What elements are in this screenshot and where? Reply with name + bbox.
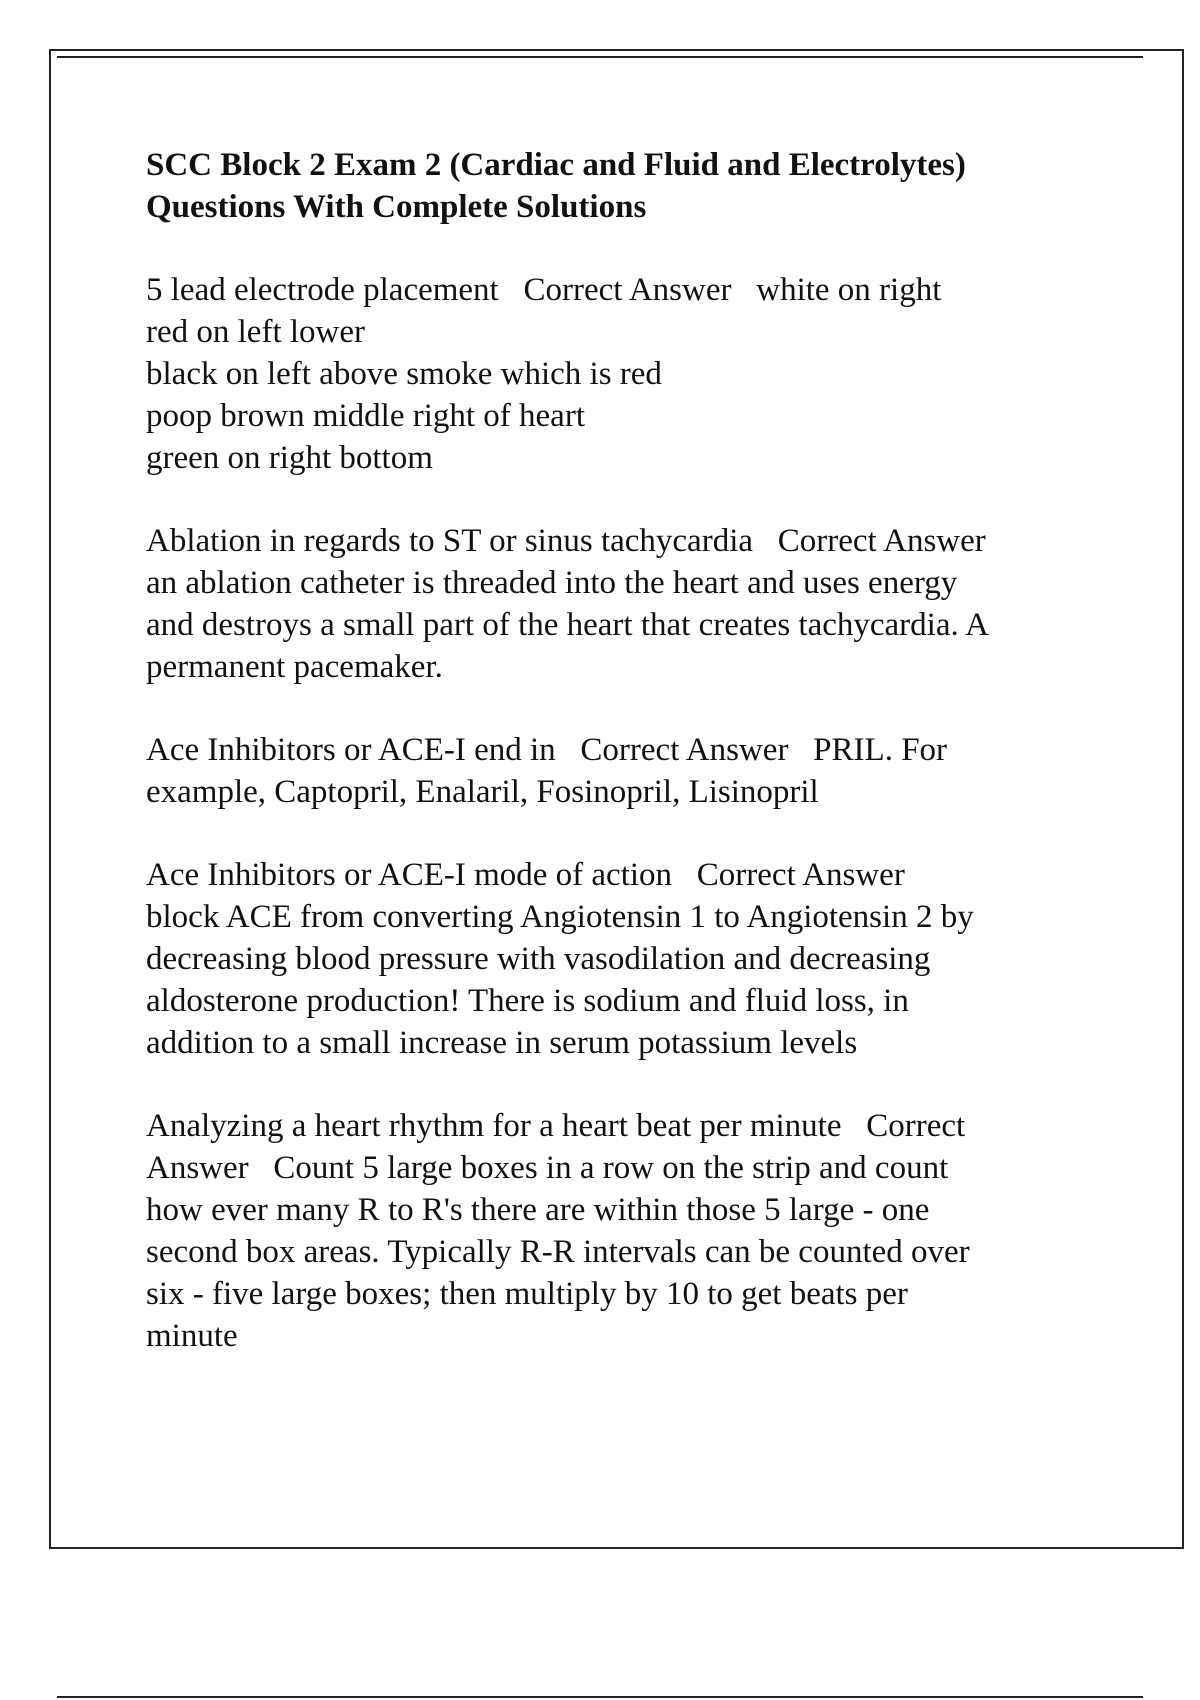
qa-line: aldosterone production! There is sodium and fluid loss, in — [146, 983, 909, 1019]
qa-line: minute — [146, 1318, 238, 1354]
qa-item — [146, 729, 1091, 813]
document-title — [146, 144, 1091, 228]
qa-line: red on left lower — [146, 314, 365, 350]
qa-line: poop brown middle right of heart — [146, 398, 585, 434]
qa-line: decreasing blood pressure with vasodilation and decreasing — [146, 941, 931, 977]
qa-line: Ace Inhibitors or ACE-I mode of action Correct Answer — [146, 857, 905, 893]
qa-line: example, Captopril, Enalaril, Fosinopril, Lisinopril — [146, 774, 819, 810]
qa-line: how ever many R to R's there are within those 5 large - one — [146, 1192, 930, 1228]
qa-line: green on right bottom — [146, 440, 433, 476]
qa-line: Analyzing a heart rhythm for a heart beat per minute Correct — [146, 1108, 966, 1144]
qa-item — [146, 520, 1091, 688]
qa-line: Ablation in regards to ST or sinus tachycardia Correct Answer — [146, 523, 986, 559]
qa-line: block ACE from converting Angiotensin 1 to Angiotensin 2 by — [146, 899, 974, 935]
bottom-rule — [57, 1696, 1143, 1698]
qa-line: black on left above smoke which is red — [146, 356, 662, 392]
qa-line: and destroys a small part of the heart that creates tachycardia. A — [146, 607, 989, 643]
qa-line: Ace Inhibitors or ACE-I end in Correct Answer PRIL. For — [146, 732, 948, 768]
qa-item — [146, 1105, 1091, 1357]
document-body — [146, 144, 1091, 1398]
qa-line: addition to a small increase in serum potassium levels — [146, 1025, 858, 1061]
qa-item — [146, 854, 1091, 1064]
title-line: Questions With Complete Solutions — [146, 189, 647, 225]
qa-line: Answer Count 5 large boxes in a row on the strip and count — [146, 1150, 949, 1186]
qa-line: an ablation catheter is threaded into the heart and uses energy — [146, 565, 958, 601]
title-line: SCC Block 2 Exam 2 (Cardiac and Fluid and Electrolytes) — [146, 147, 966, 183]
qa-line: 5 lead electrode placement Correct Answer white on right — [146, 272, 942, 308]
qa-line: six - five large boxes; then multiply by 10 to get beats per — [146, 1276, 908, 1312]
qa-line: permanent pacemaker. — [146, 649, 443, 685]
qa-item — [146, 269, 1091, 479]
qa-line: second box areas. Typically R-R intervals can be counted over — [146, 1234, 970, 1270]
